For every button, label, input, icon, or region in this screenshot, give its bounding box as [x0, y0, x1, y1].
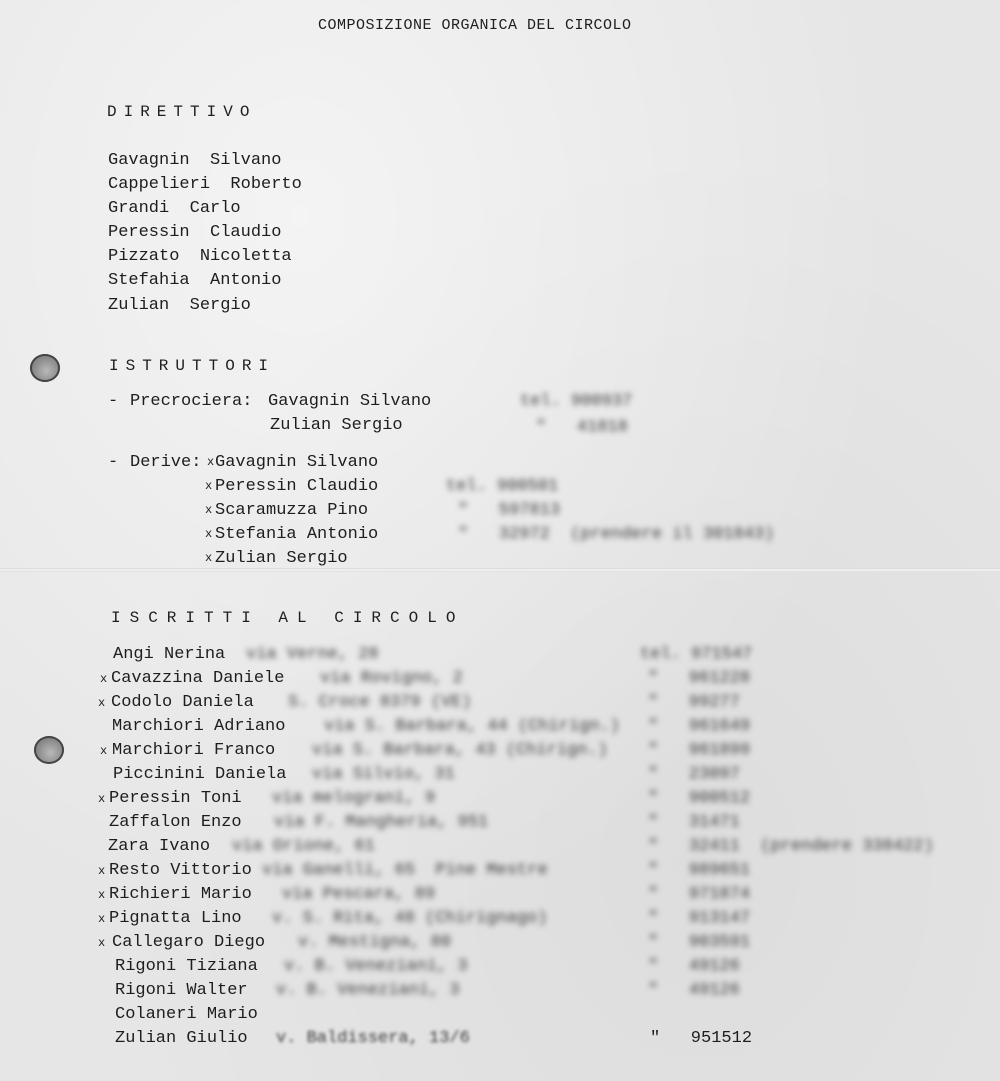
member-phone: tel. 971547 — [640, 645, 753, 664]
member-name: Resto Vittorio — [109, 861, 252, 880]
direttivo-member: Pizzato Nicoletta — [108, 247, 292, 266]
member-phone: " 971874 — [648, 885, 751, 904]
member-phone: " 961649 — [648, 717, 751, 736]
instructor-contact: " 597813 — [458, 501, 561, 520]
member-phone: " 961228 — [648, 669, 751, 688]
member-name: Angi Nerina — [113, 645, 226, 664]
member-name: Richieri Mario — [109, 885, 252, 904]
member-name: Zaffalon Enzo — [109, 813, 242, 832]
member-address: S. Croce 8379 (VE) — [288, 693, 472, 712]
check-mark: x — [205, 551, 213, 565]
member-phone: " 49126 — [648, 957, 740, 976]
member-address: via Orione, 61 — [232, 837, 375, 856]
member-address: v. Baldissera, 13/6 — [276, 1029, 470, 1048]
check-mark: x — [98, 864, 106, 878]
check-mark: x — [98, 936, 106, 950]
member-phone: " 31471 — [648, 813, 740, 832]
member-address: via F. Mangheria, 951 — [274, 813, 489, 832]
member-phone: " 913147 — [648, 909, 751, 928]
member-phone: " 99277 — [648, 693, 740, 712]
member-address: via Pescara, 89 — [282, 885, 436, 904]
member-address: v. Mestigna, 80 — [298, 933, 452, 952]
member-address: via Rovigno, 2 — [320, 669, 463, 688]
punch-hole-top — [30, 354, 60, 382]
derive-dash: - — [108, 453, 119, 472]
paper-fold-line — [0, 568, 1000, 572]
precrociera-dash: - — [108, 392, 119, 411]
instructor-name: Zulian Sergio — [215, 549, 348, 568]
document-title: COMPOSIZIONE ORGANICA DEL CIRCOLO — [318, 17, 632, 34]
direttivo-member: Peressin Claudio — [108, 223, 282, 242]
instructor-contact: " 32972 (prendere il 301843) — [458, 525, 775, 544]
direttivo-member: Stefahia Antonio — [108, 271, 282, 290]
direttivo-member: Gavagnin Silvano — [108, 151, 282, 170]
check-mark: x — [100, 672, 108, 686]
member-address: via Ganelli, 65 Pine Mestre — [262, 861, 548, 880]
instructor-name: Zulian Sergio — [270, 416, 403, 435]
check-mark: x — [100, 744, 108, 758]
check-mark: x — [205, 503, 213, 517]
instructor-name: Stefania Antonio — [215, 525, 379, 544]
instructor-name: Gavagnin Silvano — [268, 392, 432, 411]
instructor-name: Scaramuzza Pino — [215, 501, 369, 520]
section-heading-iscritti: ISCRITTI AL CIRCOLO — [111, 609, 465, 627]
member-address: v. B. Veneziani, 3 — [284, 957, 468, 976]
member-phone: " 23097 — [648, 765, 740, 784]
member-phone: " 903591 — [648, 933, 751, 952]
member-name: Pignatta Lino — [109, 909, 242, 928]
member-name: Zulian Giulio — [115, 1029, 248, 1048]
member-name: Rigoni Walter — [115, 981, 248, 1000]
instructor-contact: " 41818 — [536, 418, 628, 437]
check-mark: x — [205, 527, 213, 541]
member-name: Zara Ivano — [108, 837, 211, 856]
member-name: Callegaro Diego — [112, 933, 266, 952]
member-phone: " 961899 — [648, 741, 751, 760]
direttivo-member: Zulian Sergio — [108, 296, 251, 315]
member-name: Peressin Toni — [109, 789, 242, 808]
member-address: via S. Barbara, 43 (Chirign.) — [312, 741, 608, 760]
member-name: Cavazzina Daniele — [111, 669, 285, 688]
member-phone: " 900512 — [648, 789, 751, 808]
section-heading-istruttori: ISTRUTTORI — [109, 357, 276, 375]
member-phone: " 32411 (prendere 338422) — [648, 837, 934, 856]
check-mark: x — [98, 888, 106, 902]
check-mark: x — [205, 479, 213, 493]
member-phone: " 49126 — [648, 981, 740, 1000]
member-name: Rigoni Tiziana — [115, 957, 258, 976]
member-address: via Verne, 28 — [246, 645, 379, 664]
precrociera-label: Precrociera: — [130, 392, 253, 411]
member-address: via Silvio, 31 — [312, 765, 455, 784]
member-name: Marchiori Franco — [112, 741, 276, 760]
check-mark: x — [207, 455, 215, 469]
check-mark: x — [98, 696, 106, 710]
instructor-contact: tel. 900501 — [446, 477, 559, 496]
member-address: via S. Barbara, 44 (Chirign.) — [324, 717, 620, 736]
member-address: v. B. Veneziani, 3 — [276, 981, 460, 1000]
section-heading-direttivo: DIRETTIVO — [107, 103, 257, 121]
instructor-contact: tel. 900937 — [520, 392, 633, 411]
member-name: Piccinini Daniela — [113, 765, 287, 784]
direttivo-member: Grandi Carlo — [108, 199, 241, 218]
derive-label: Derive: — [130, 453, 202, 472]
member-name: Codolo Daniela — [111, 693, 254, 712]
member-phone: " 989651 — [648, 861, 751, 880]
member-address: v. S. Rita, 48 (Chirignago) — [272, 909, 548, 928]
member-phone: " 951512 — [650, 1029, 753, 1048]
instructor-name: Gavagnin Silvano — [215, 453, 379, 472]
punch-hole-bottom — [34, 736, 64, 764]
member-address: via melograni, 9 — [272, 789, 436, 808]
direttivo-member: Cappelieri Roberto — [108, 175, 302, 194]
member-name: Marchiori Adriano — [112, 717, 286, 736]
check-mark: x — [98, 792, 106, 806]
instructor-name: Peressin Claudio — [215, 477, 379, 496]
check-mark: x — [98, 912, 106, 926]
member-name: Colaneri Mario — [115, 1005, 258, 1024]
